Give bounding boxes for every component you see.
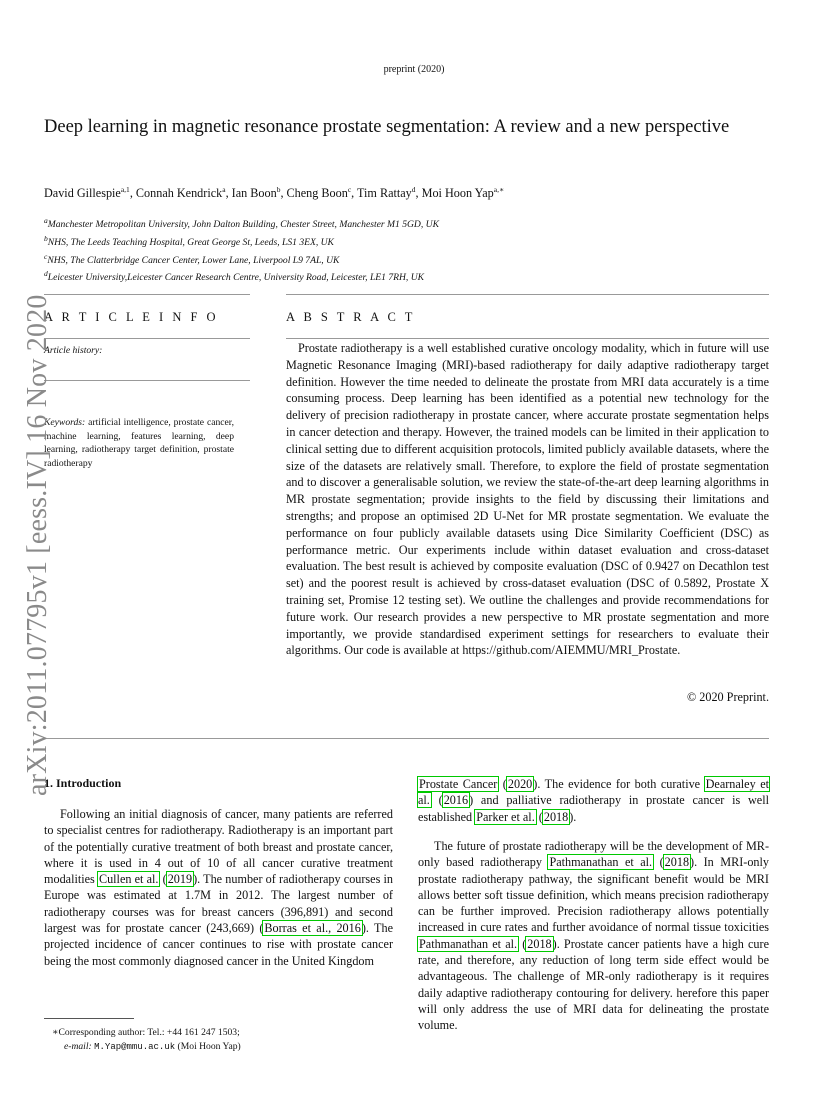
divider: [44, 294, 250, 295]
citation-link[interactable]: Prostate Cancer: [419, 777, 498, 791]
running-head: preprint (2020): [383, 64, 445, 75]
author-sup: a,1: [120, 185, 130, 194]
citation-link[interactable]: Parker et al.: [476, 809, 535, 824]
citation-link[interactable]: 2020: [507, 777, 533, 791]
paper-title: Deep learning in magnetic resonance prostate segmentation: A review and a new perspective: [44, 117, 730, 137]
footnote-rule: [44, 1018, 134, 1019]
intro-paragraph-1-continued: Prostate Cancer (2020). The evidence for both curative Dearnaley et al. (2016) and palliative radiotherapy in prostate cancer is well established Parker et al. (2018).: [418, 777, 769, 824]
divider: [286, 338, 769, 339]
email-owner: (Moi Hoon Yap): [177, 1041, 241, 1052]
citation-link[interactable]: 2018: [527, 936, 552, 951]
author-list: David Gillespie$^{a,1}$, Connah Kendrick$^a$, Ian Boon$^b$, Cheng Boon$^c$, Tim Rattay$^d$, Moi Hoon Yap$^{a,∗}$: [44, 185, 505, 201]
arxiv-identifier-stamp[interactable]: arXiv:2011.07795v1 [eess.IV] 16 Nov 2020: [22, 294, 53, 796]
author-name: Ian Boon: [231, 186, 277, 201]
citation-link[interactable]: Dearnaley et al.: [418, 777, 769, 808]
copyright-notice: © 2020 Preprint.: [686, 690, 769, 704]
keywords-text: artificial intelligence, prostate cancer, machine learning, features learning, deep learning, radiotherapy target definition, prostate radiotherapy: [44, 417, 234, 469]
author-sup: d: [411, 185, 416, 194]
affiliation-line: $^d$Leicester University,Leicester Cancer Research Centre, University Road, Leicester, LE1 7RH, UK: [44, 269, 425, 284]
divider: [44, 338, 250, 339]
citation-link[interactable]: 2016: [443, 793, 469, 808]
citation-link[interactable]: 2018: [664, 855, 690, 870]
author-name: David Gillespie: [44, 186, 121, 201]
abstract-heading: A B S T R A C T: [286, 310, 416, 324]
corresponding-author-footnote: [44, 1026, 241, 1054]
article-history-label: Article history:: [44, 345, 103, 356]
email-label: e-mail:: [64, 1041, 92, 1052]
affiliations: [44, 214, 784, 285]
author-name: Moi Hoon Yap: [421, 186, 494, 201]
section-heading-introduction: 1. Introduction: [44, 776, 122, 790]
citation-link[interactable]: 2018: [543, 809, 569, 824]
citation-link[interactable]: Pathmanathan et al.: [549, 855, 653, 870]
divider: [286, 294, 769, 295]
intro-paragraph-1: Following an initial diagnosis of cancer, many patients are referred to specialist centres for radiotherapy. Radiotherapy is an important part of the potentially curative treatment of both breast and prostate cancer, where it is used in 4 out of 10 of all cancer curative treatment modalities Cullen et al. (2019). The number of radiotherapy courses in Europe was estimated at 1.7M in 2012. The largest number of radiotherapy courses was for breast cancers (396,891) and second largest was for prostate cancer (243,669) (Borras et al., 2016). The projected incidence of cancer continues to rise with prostate cancer being the most commonly diagnosed cancer in the United Kingdom: [44, 807, 393, 968]
footnote-line: ∗Corresponding author: Tel.: +44 161 247 1503;: [52, 1027, 240, 1038]
affiliation-line: $^a$Manchester Metropolitan University, John Dalton Building, Chester Street, Manchester M1 5GD, UK: [44, 216, 439, 231]
keywords-label: Keywords:: [44, 417, 86, 428]
email-address[interactable]: M.Yap@mmu.ac.uk: [94, 1042, 176, 1052]
author-sup: b: [276, 185, 281, 194]
author-name: Tim Rattay: [357, 186, 412, 201]
affiliation-line: $^b$NHS, The Leeds Teaching Hospital, Great George St, Leeds, LS1 3EX, UK: [44, 233, 334, 248]
author-sup: a: [222, 185, 226, 194]
citation-link[interactable]: Cullen et al.: [98, 872, 159, 887]
intro-paragraph-2: The future of prostate radiotherapy will be the development of MR-only based radiotherapy Pathmanathan et al. (2018). In MRI-only prostate radiotherapy pathway, the significant benefit would be MRI allows better soft tissue definition, which means precision radiotherapy can be further improved. Precision radiotherapy allows potentially increased in cure rates and further avoidance of normal tissue toxicities Pathmanathan et al. (2018). Prostate cancer patients have a high cure rate, and therefore, any reduction of long term side effect would be advantageous. The challenge of MR-only radiotherapy is it requires daily adaptive radiotherapy contouring for delivery. herefore this paper will only address the use of MRI data for delineating the prostate volume.: [418, 839, 770, 1033]
article-info-heading: A R T I C L E I N F O: [44, 310, 219, 324]
divider: [44, 380, 250, 381]
author-sup: a,∗: [493, 185, 505, 194]
citation-link[interactable]: 2019: [167, 872, 193, 887]
citation-link[interactable]: Pathmanathan et al.: [419, 936, 518, 951]
affiliation-line: $^c$NHS, The Clatterbridge Cancer Center, Lower Lane, Liverpool L9 7AL, UK: [44, 251, 340, 266]
author-name: Cheng Boon: [286, 186, 348, 201]
divider: [44, 738, 769, 739]
citation-link[interactable]: Borras et al., 2016: [264, 921, 361, 936]
abstract-text: Prostate radiotherapy is a well established curative oncology modality, which in future will use Magnetic Resonance Imaging (MRI)-based radiotherapy for daily adaptive radiotherapy target definition. However the time needed to delineate the prostate from MRI data accurately is a time consuming process. Deep learning has been identified as a potential new technology for the delivery of precision radiotherapy in prostate cancer, where accurate prostate segmentation helps in cancer detection and therapy. However, the trained models can be limited in their application to clinical setting due to different acquisition protocols, limited publicly available datasets, where the size of the datasets are relatively small. Therefore, to explore the field of prostate segmentation and to discover a generalisable solution, we review the state-of-the-art deep learning algorithms in MR prostate segmentation; provide insights to the field by discussing their limitations and strengths; and propose an optimised 2D U-Net for MR prostate segmentation. We evaluate the performance on four publicly available datasets using Dice Similarity Coefficient (DSC) as performance metric. Our experiments include within dataset evaluation and cross-dataset evaluation. The best result is achieved by composite evaluation (DSC of 0.9427 on Decathlon test set) and the poorest result is achieved by cross-dataset evaluation (DSC of 0.5892, Prostate X training set, Promise 12 testing set). We outline the challenges and provide recommendations for future work. Our research provides a new perspective to MR prostate segmentation and more importantly, we provide standardised experiment settings for researchers to evaluate their algorithms. Our code is available at https://github.com/AIEMMU/MRI_Prostate.: [286, 341, 769, 658]
keywords: [44, 416, 234, 470]
author-sup: c: [347, 185, 352, 194]
author-name: Connah Kendrick: [135, 186, 223, 201]
